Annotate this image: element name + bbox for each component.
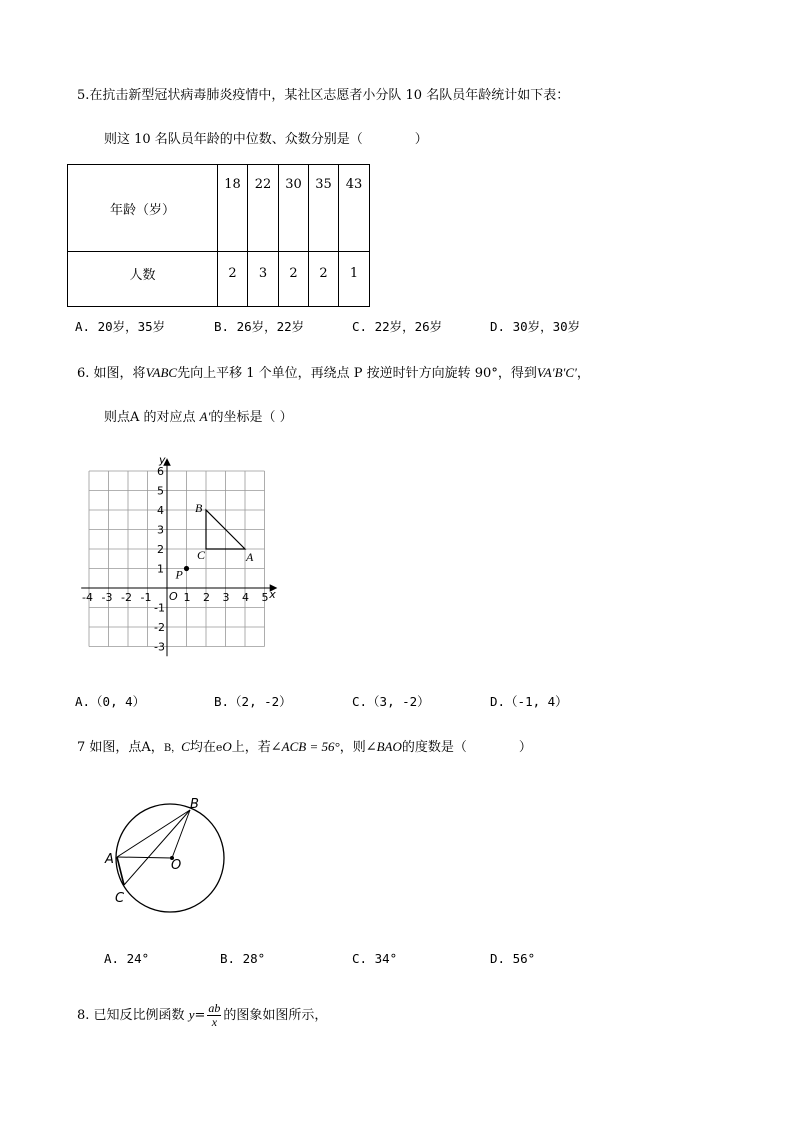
q6-sub bbox=[104, 406, 293, 425]
coordinate-grid-figure bbox=[70, 448, 285, 663]
label-c: C bbox=[115, 891, 125, 906]
q6-number: 6. bbox=[77, 366, 90, 381]
segment-ao bbox=[117, 857, 172, 858]
q6-stem-b: 先向上平移 1 个单位，再绕点 P 按逆时针方向旋转 90°，得到 bbox=[177, 366, 537, 381]
q8-eq: = bbox=[194, 1008, 206, 1023]
q5-sub: 则这 10 名队员年龄的中位数、众数分别是（ ） bbox=[104, 132, 428, 147]
q6-stem-a: 如图，将 bbox=[93, 366, 146, 381]
y-tick-label: 1 bbox=[157, 562, 164, 576]
y-tick-label: -2 bbox=[154, 621, 165, 634]
circle-figure bbox=[100, 792, 240, 922]
age-cell: 35 bbox=[309, 165, 339, 252]
x-tick-label: -2 bbox=[121, 591, 132, 604]
q7-option-d[interactable]: D. 56° bbox=[490, 951, 536, 966]
tick-labels bbox=[82, 465, 269, 654]
q7-number: 7 bbox=[77, 740, 86, 755]
q6-option-c[interactable]: C.（3, -2） bbox=[352, 694, 430, 709]
q8-stem bbox=[77, 1002, 327, 1029]
y-axis-label: y bbox=[159, 453, 166, 467]
q6-sub-b: 的坐标是（ ） bbox=[210, 410, 293, 425]
y-tick-label: 3 bbox=[157, 523, 164, 537]
x-tick-label: -1 bbox=[140, 591, 152, 604]
q7-circle-symbol: e bbox=[215, 741, 223, 754]
q5-option-a[interactable]: A. 20岁，35岁 bbox=[75, 319, 166, 334]
y-tick-label: 4 bbox=[157, 504, 164, 517]
label-b: B bbox=[195, 501, 203, 515]
age-table bbox=[67, 164, 370, 307]
segment-cb bbox=[124, 810, 190, 885]
y-tick-label: -3 bbox=[154, 640, 165, 654]
x-tick-label: 5 bbox=[261, 591, 269, 604]
label-c: C bbox=[197, 548, 206, 562]
count-cell: 2 bbox=[218, 252, 248, 307]
q8-fraction bbox=[207, 1002, 221, 1029]
q6-stem bbox=[77, 362, 590, 381]
q6-option-a[interactable]: A.（0, 4） bbox=[75, 694, 146, 709]
q7-stem-b: B， bbox=[163, 743, 182, 754]
q8-numerator: ab bbox=[208, 1001, 221, 1015]
q5-option-c[interactable]: C. 22岁，26岁 bbox=[352, 319, 443, 334]
origin-label: O bbox=[169, 590, 178, 603]
x-tick-label: -4 bbox=[82, 591, 93, 604]
x-axis-label: x bbox=[269, 588, 276, 601]
q7-option-a[interactable]: A. 24° bbox=[104, 951, 150, 966]
y-tick-label: -1 bbox=[154, 601, 165, 615]
age-cell: 43 bbox=[339, 165, 370, 252]
count-cell: 3 bbox=[248, 252, 279, 307]
q5-option-d[interactable]: D. 30岁，30岁 bbox=[490, 319, 581, 334]
q7-stem-a: 如图，点A， bbox=[89, 740, 164, 755]
x-tick-label: 1 bbox=[183, 591, 191, 604]
q8-number: 8. bbox=[77, 1008, 90, 1023]
q8-stem-a: 已知反比例函数 bbox=[93, 1008, 185, 1023]
q7-stem-d: 均在 bbox=[189, 740, 216, 755]
q6-option-d[interactable]: D.（-1, 4） bbox=[490, 694, 568, 709]
label-a: A bbox=[246, 550, 254, 564]
age-cell: 18 bbox=[218, 165, 248, 252]
q7-stem-o: O bbox=[222, 739, 232, 754]
count-row-header: 人数 bbox=[68, 252, 218, 307]
q5-number: 5. bbox=[77, 88, 90, 103]
q7-stem bbox=[77, 736, 532, 755]
q7-angle-acb: ∠ACB = 56° bbox=[270, 739, 340, 754]
q6-stem-c: ， bbox=[576, 366, 590, 381]
grid-lines bbox=[89, 471, 265, 647]
label-b: B bbox=[190, 797, 199, 812]
q7-option-b[interactable]: B. 28° bbox=[220, 951, 266, 966]
q6-triangle-image: VA′B′C′ bbox=[536, 365, 577, 380]
x-tick-label: 3 bbox=[222, 591, 230, 604]
age-cell: 22 bbox=[248, 165, 279, 252]
q7-stem-c: C bbox=[181, 739, 190, 754]
q6-option-b[interactable]: B.（2, -2） bbox=[214, 694, 292, 709]
count-cell: 1 bbox=[339, 252, 370, 307]
q7-stem-f: ，则 bbox=[339, 740, 366, 755]
q6-point: A′ bbox=[199, 409, 211, 424]
point-p bbox=[184, 566, 189, 571]
y-tick-label: 2 bbox=[157, 543, 164, 556]
q5-option-b[interactable]: B. 26岁，22岁 bbox=[214, 319, 305, 334]
x-tick-label: 2 bbox=[203, 591, 210, 604]
x-tick-label: 4 bbox=[242, 591, 249, 604]
q7-angle-bao: ∠BAO bbox=[365, 739, 402, 754]
label-p: P bbox=[175, 567, 183, 582]
q7-stem-g: 的度数是（ ） bbox=[401, 740, 532, 755]
label-o: O bbox=[171, 858, 182, 873]
label-a: A bbox=[105, 852, 114, 867]
segment-bo bbox=[172, 810, 190, 858]
age-row-header: 年龄（岁） bbox=[68, 165, 218, 252]
count-cell: 2 bbox=[309, 252, 339, 307]
y-tick-label: 5 bbox=[157, 484, 164, 498]
age-cell: 30 bbox=[279, 165, 309, 252]
q5-stem bbox=[77, 84, 569, 103]
q8-y: y bbox=[188, 1007, 195, 1022]
q8-stem-b: 的图象如图所示， bbox=[223, 1008, 328, 1023]
q5-stem-text: 在抗击新型冠状病毒肺炎疫情中，某社区志愿者小分队 10 名队员年龄统计如下表： bbox=[89, 88, 570, 103]
q6-sub-a: 则点A 的对应点 bbox=[104, 410, 200, 425]
y-tick-label: 6 bbox=[157, 465, 164, 478]
count-cell: 2 bbox=[279, 252, 309, 307]
q7-option-c[interactable]: C. 34° bbox=[352, 951, 398, 966]
q6-triangle: VABC bbox=[145, 365, 178, 380]
segment-ab bbox=[117, 810, 190, 857]
x-tick-label: -3 bbox=[101, 591, 113, 604]
q8-denominator: x bbox=[211, 1015, 218, 1029]
q7-stem-e: 上，若 bbox=[231, 740, 271, 755]
